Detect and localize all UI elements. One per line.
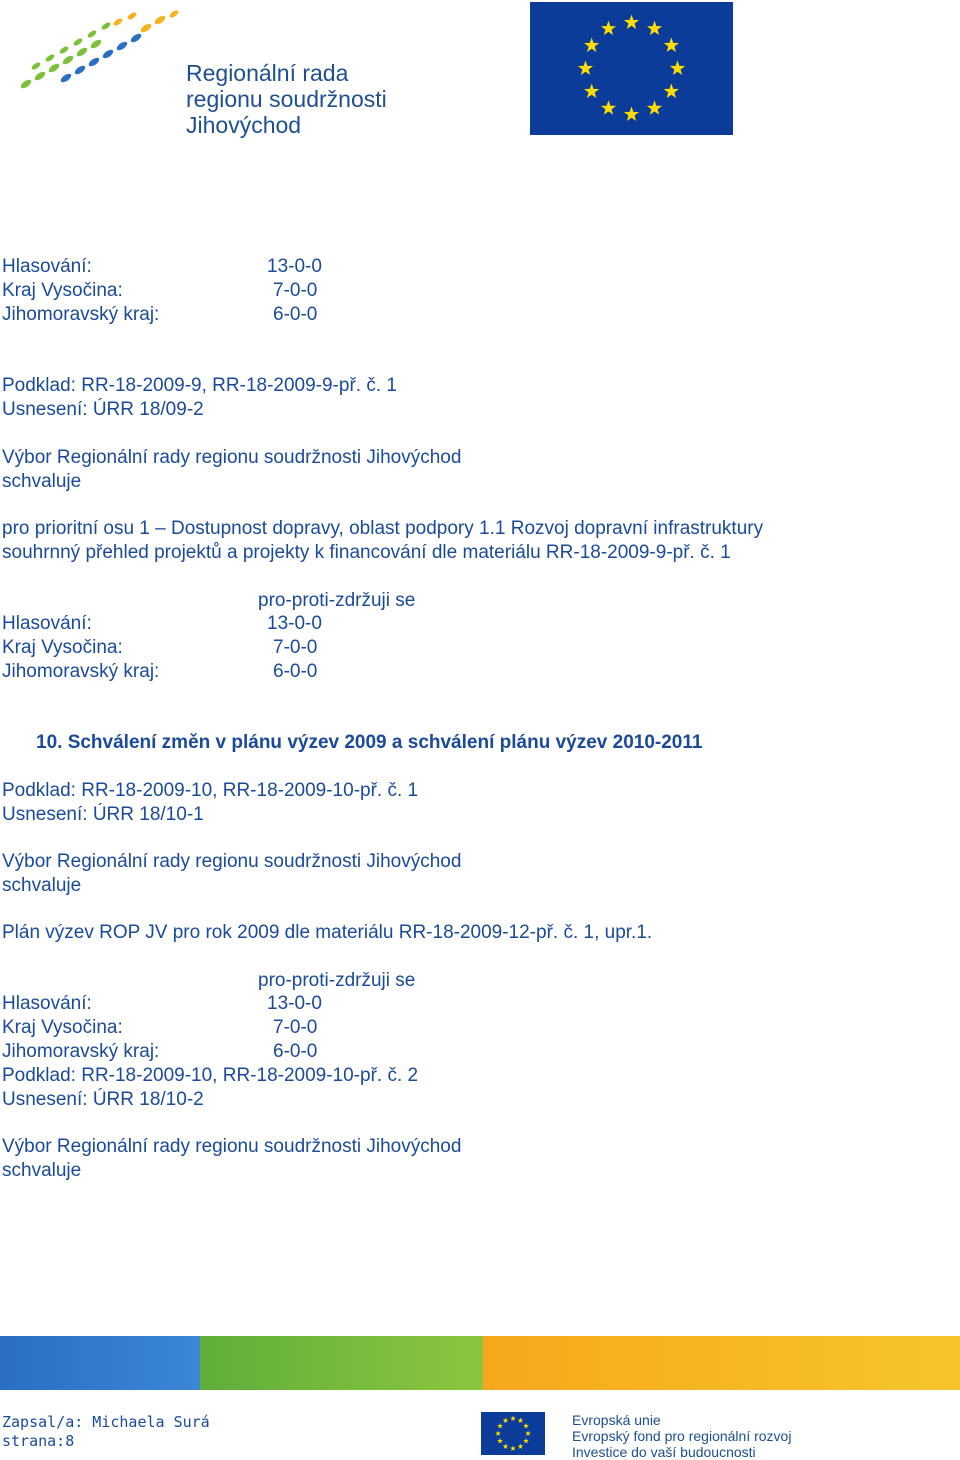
vote-header: pro-proti-zdržuji se	[258, 590, 416, 611]
eu-star-icon	[601, 21, 616, 35]
label-vysocina: Kraj Vysočina:	[2, 637, 123, 658]
eu-star-icon	[523, 1438, 529, 1443]
eu-stars-icon	[530, 2, 733, 135]
eu-star-icon	[497, 1438, 503, 1443]
value-hlasovani: 13-0-0	[267, 256, 322, 277]
eu-star-icon	[601, 100, 616, 114]
label-jmk: Jihomoravský kraj:	[2, 661, 160, 682]
value-hlasovani: 13-0-0	[267, 613, 322, 634]
recorded-by: Zapsal/a: Michaela Surá	[2, 1413, 210, 1431]
eu-stars-icon	[481, 1412, 545, 1455]
eu-star-icon	[578, 61, 593, 75]
call-plan: Plán výzev ROP JV pro rok 2009 dle materiálu RR-18-2009-12-př. č. 1, upr.1.	[2, 922, 653, 943]
label-hlasovani: Hlasování:	[2, 613, 92, 634]
eu-star-icon	[664, 84, 679, 98]
eu-star-icon	[525, 1431, 531, 1436]
label-jmk: Jihomoravský kraj:	[2, 1041, 160, 1062]
schvaluje-2: schvaluje	[2, 1160, 82, 1181]
priority-axis: pro prioritní osu 1 – Dostupnost dopravy, oblast podpory 1.1 Rozvoj dopravní infrastruktury	[2, 518, 764, 539]
eu-star-icon	[495, 1431, 501, 1436]
vybor: Výbor Regionální rady regionu soudržnosti Jihovýchod	[2, 851, 462, 872]
section-title: 10. Schválení změn v plánu výzev 2009 a schválení plánu výzev 2010-2011	[36, 732, 703, 753]
label-hlasovani: Hlasování:	[2, 256, 92, 277]
eu-star-icon	[624, 15, 639, 29]
vybor-2: Výbor Regionální rady regionu soudržnosti Jihovýchod	[2, 1136, 462, 1157]
eu-star-icon	[497, 1423, 503, 1428]
footer-band-yellow	[483, 1336, 960, 1390]
eu-star-icon	[503, 1443, 509, 1448]
logo-line-3: Jihovýchod	[186, 112, 302, 138]
eu-caption-3: Investice do vaší budoucnosti	[572, 1444, 756, 1460]
label-vysocina: Kraj Vysočina:	[2, 280, 123, 301]
podklad: Podklad: RR-18-2009-10, RR-18-2009-10-př. č. 1	[2, 780, 419, 801]
schvaluje: schvaluje	[2, 875, 82, 896]
eu-caption-1: Evropská unie	[572, 1412, 661, 1428]
eu-star-icon	[584, 84, 599, 98]
value-vysocina: 7-0-0	[273, 1017, 318, 1038]
logo-line-2: regionu soudržnosti	[186, 86, 387, 112]
logo-line-1: Regionální rada	[186, 60, 349, 86]
projects-overview: souhrnný přehled projektů a projekty k financování dle materiálu RR-18-2009-9-př. č. 1	[2, 542, 731, 563]
usneseni-2: Usnesení: ÚRR 18/10-2	[2, 1089, 204, 1110]
value-vysocina: 7-0-0	[273, 637, 318, 658]
usneseni: Usnesení: ÚRR 18/10-1	[2, 804, 204, 825]
eu-star-icon	[584, 38, 599, 52]
eu-star-icon	[670, 61, 685, 75]
usneseni: Usnesení: ÚRR 18/09-2	[2, 399, 204, 420]
podklad: Podklad: RR-18-2009-9, RR-18-2009-9-př. č. 1	[2, 375, 397, 396]
eu-star-icon	[647, 100, 662, 114]
eu-star-icon	[510, 1446, 516, 1451]
eu-star-icon	[664, 38, 679, 52]
footer-band-green	[200, 1336, 483, 1390]
vybor: Výbor Regionální rady regionu soudržnosti Jihovýchod	[2, 447, 462, 468]
podklad-2: Podklad: RR-18-2009-10, RR-18-2009-10-př. č. 2	[2, 1065, 419, 1086]
eu-flag-small	[481, 1412, 545, 1455]
eu-flag	[530, 2, 733, 135]
eu-caption-2: Evropský fond pro regionální rozvoj	[572, 1428, 792, 1444]
label-hlasovani: Hlasování:	[2, 993, 92, 1014]
value-hlasovani: 13-0-0	[267, 993, 322, 1014]
eu-star-icon	[503, 1418, 509, 1423]
value-jmk: 6-0-0	[273, 1041, 318, 1062]
regional-council-logo-mark	[6, 6, 184, 98]
eu-star-icon	[647, 21, 662, 35]
page-number: strana:8	[2, 1432, 75, 1450]
eu-star-icon	[523, 1423, 529, 1428]
schvaluje: schvaluje	[2, 471, 82, 492]
eu-star-icon	[518, 1443, 524, 1448]
eu-star-icon	[510, 1416, 516, 1421]
vote-header: pro-proti-zdržuji se	[258, 970, 416, 991]
footer-band-blue	[0, 1336, 200, 1390]
label-vysocina: Kraj Vysočina:	[2, 1017, 123, 1038]
label-jmk: Jihomoravský kraj:	[2, 304, 160, 325]
eu-star-icon	[624, 107, 639, 121]
value-vysocina: 7-0-0	[273, 280, 318, 301]
eu-star-icon	[518, 1418, 524, 1423]
value-jmk: 6-0-0	[273, 661, 318, 682]
value-jmk: 6-0-0	[273, 304, 318, 325]
